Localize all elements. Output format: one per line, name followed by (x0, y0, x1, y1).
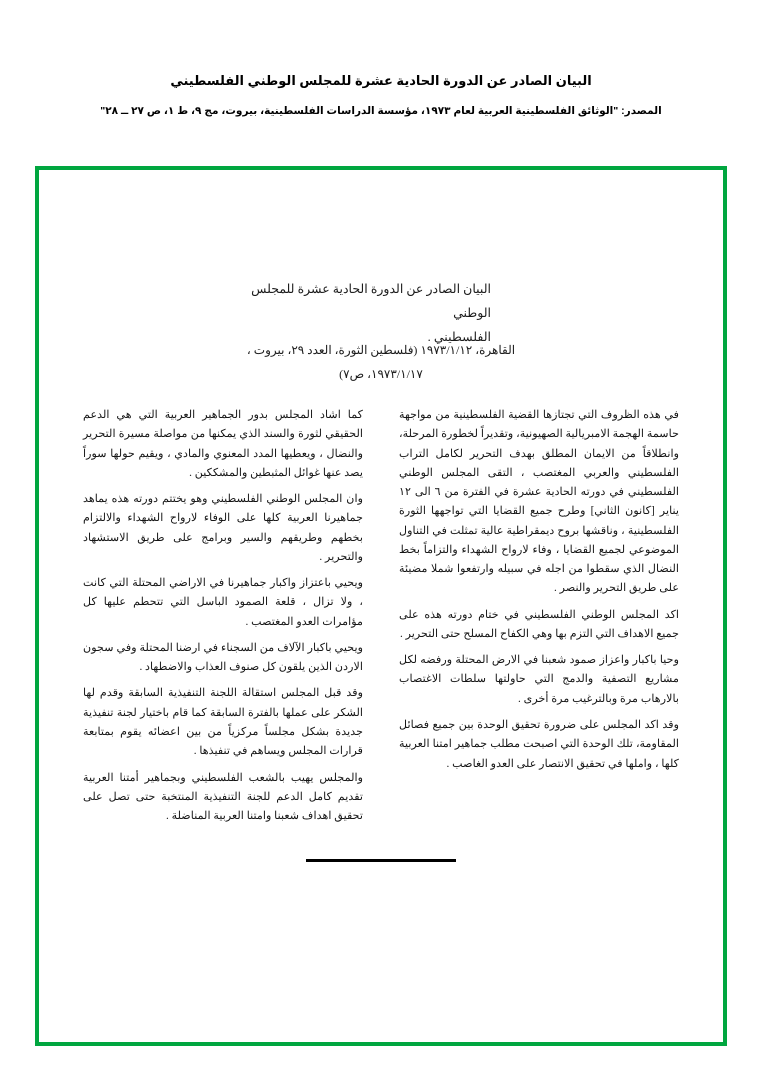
document-title-line-1: البيان الصادر عن الدورة الحادية عشرة للمجلس الوطني (251, 282, 491, 320)
paragraph: ويحيي باعتزاز واكبار جماهيرنا في الاراضي المحتلة التي كانت ، ولا تزال ، قلعة الصمود الباسل التي تتحطم عليها كل مؤامرات العدو المغتصب . (83, 577, 363, 628)
page-source-citation: المصدر: "الوثائق الفلسطينية العربية لعام ١٩٧٣، مؤسسة الدراسات الفلسطينية، بيروت، مج ٩، ط ١، ص ٢٧ ــ ٢٨" (100, 105, 662, 118)
paragraph: ويحيي باكبار الآلاف من السجناء في ارضنا المحتلة وفي سجون الاردن الذين يلقون كل صنوف العذاب والاضطهاد . (83, 641, 363, 674)
paragraph: وقد قبل المجلس استقالة اللجنة التنفيذية السابقة وقدم لها الشكر على عملها بالفترة السابقة كما قام باختيار لجنة تنفيذية جديدة بشكل مجلساً مركزياً من بين اعضائه يقوم بمتابعة قرارات المجلس ويساهم في تنفيذها . (83, 687, 363, 758)
document-subtitle-line-1: القاهرة، ١٩٧٣/١/١٢ (فلسطين الثورة، العدد ٢٩، بيروت ، (246, 343, 516, 357)
paragraph: والمجلس يهيب بالشعب الفلسطيني وبجماهير أمتنا العربية تقديم كامل الدعم للجنة التنفيذية المنتخبة حتى تصل على تحقيق اهداف شعبنا وامتنا العربية المناضلة . (83, 771, 363, 823)
page-header (0, 0, 762, 119)
document-title-line-2: الفلسطيني . (427, 329, 491, 344)
page-title: البيان الصادر عن الدورة الحادية عشرة للمجلس الوطني الفلسطيني (170, 73, 592, 88)
paragraph: في هذه الظروف التي تجتازها القضية الفلسطينية من مواجهة حاسمة الهجمة الامبريالية الصهيونية، وتقديراً لخطورة المرحلة، وانطلاقاً من الايمان المطلق بهدف التحرير لكامل التراب الفلسطيني والعربي المغتصب ، التقى المجلس الوطني الفلسطيني في دورته الحادية عشرة في الفترة من ٦ الى ١٢ يناير [كانون الثاني] وطرح جميع القضايا التي تواجهها الثورة الفلسطينية ، وناقشها بروح ديمقراطية عالية تمثلت في التناول الموضوعي لجميع القضايا ، وفاء لارواح الشهداء والتزاماً بخط النضال الذي سقطوا من اجله في سبيله وارتفعوا شملا مضيئة على طريق التحرير والنصر . (399, 409, 679, 595)
paragraph: اكد المجلس الوطني الفلسطيني في ختام دورته هذه على جميع الاهداف التي التزم بها وهي الكفاح المسلح حتى التحرير . (399, 608, 679, 640)
paragraph: وحيا باكبار واعزاز صمود شعبنا في الارض المحتلة ورفضه لكل مشاريع التصفية والدمج التي حاولتها سلطات الاغتصاب بالارهاب مرة وبالترغيب مرة أخرى . (399, 654, 679, 705)
document-column-right (399, 406, 679, 833)
scanned-document-frame (35, 166, 727, 1046)
scanned-document-body (39, 170, 723, 1042)
document-subtitle (39, 338, 723, 386)
paragraph: وان المجلس الوطني الفلسطيني وهو يختتم دورته هذه يماهد جماهيرنا العربية كلها على الوفاء لارواح الشهداء والالتزام بخطهم وطريقهم والسير وبرامج على طريق الاستشهاد والتحرير . (83, 493, 363, 563)
paragraph: وقد اكد المجلس على ضرورة تحقيق الوحدة بين جميع فصائل المقاومة، تلك الوحدة التي اصبحت مطلب جماهير امتنا العربية كلها ، واملها في تحقيق الانتصار على العدو الغاصب . (399, 718, 679, 770)
document-subtitle-line-2: ١٩٧٣/١/١٧، ص٧) (339, 367, 423, 381)
document-columns (83, 406, 679, 833)
footer-divider (306, 859, 456, 862)
document-column-left (83, 406, 363, 833)
paragraph: كما اشاد المجلس بدور الجماهير العربية التي هي الدعم الحقيقي لثورة والسند الذي يمكنها من مواصلة مسيرة التحرير والنضال ، ويعطيها المدد المعنوي والمادي ، ويقيم حولها سوراً يصد عنها غوائل المثبطين والمشككين . (83, 409, 363, 479)
